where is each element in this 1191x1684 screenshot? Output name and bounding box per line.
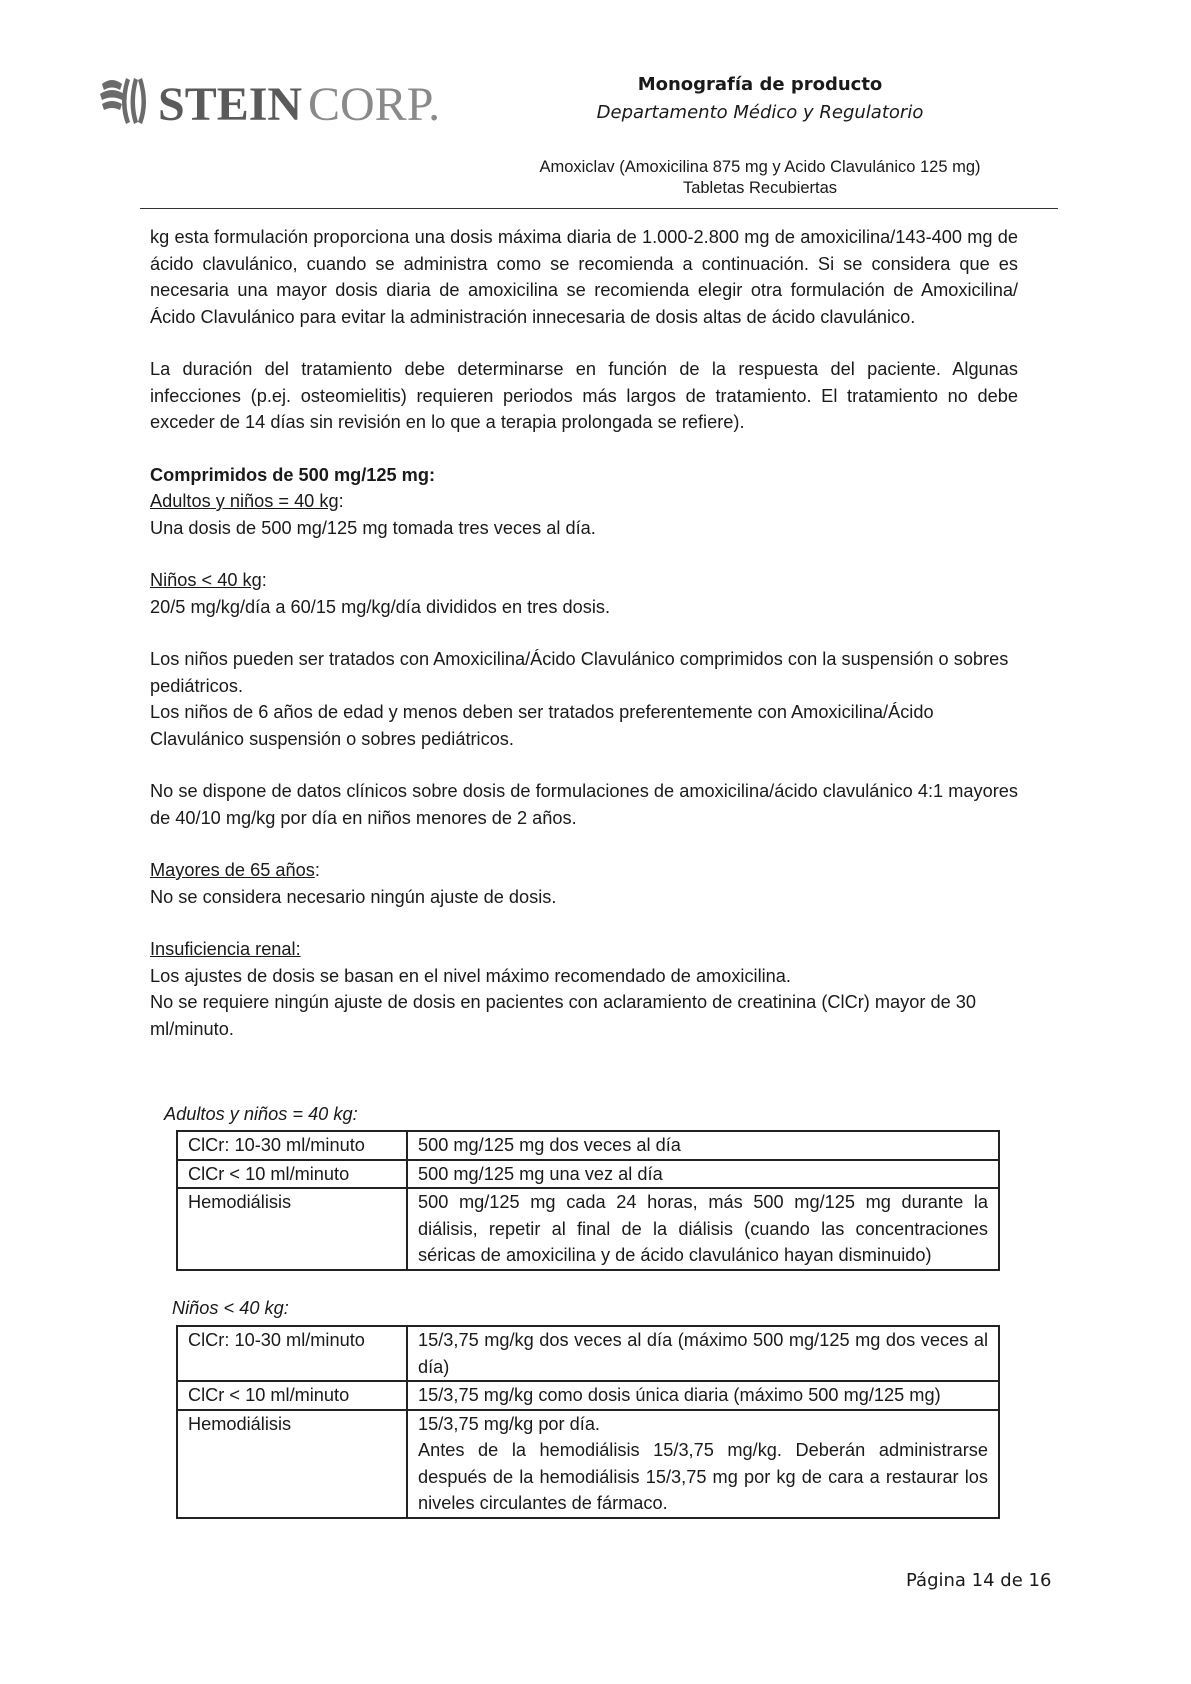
paragraph-max-dose: kg esta formulación proporciona una dosis máxima diaria de 1.000-2.800 mg de amoxicilina/143-400 mg de ácido clavulánico, cuando se administra como se recomienda a continuación. Si se considera que es necesaria una mayor dosis diaria de amoxicilina se recomienda elegir otra formulación de Amoxicilina/Ácido Clavulánico para evitar la administración innecesaria de dosis altas de ácido clavulánico. [150,227,1018,327]
table-cell: 500 mg/125 mg cada 24 horas, más 500 mg/125 mg durante la diálisis, repetir al final de la diálisis (cuando las concentraciones séricas de amoxicilina y de ácido clavulánico hayan disminuido) [407,1188,999,1270]
table-adults [176,1130,1000,1271]
header-divider [140,208,1058,209]
department-subtitle: Departamento Médico y Regulatorio [596,102,924,123]
hemodialysis-dose-line: 15/3,75 mg/kg por día. [418,1413,600,1434]
table-adults-caption: Adultos y niños = 40 kg: [164,1104,358,1124]
table-cell: Hemodiálisis [177,1410,407,1518]
table-cell: 15/3,75 mg/kg como dosis única diaria (máximo 500 mg/125 mg) [407,1381,999,1410]
body-content [150,224,1018,1042]
adults-dose-text: Una dosis de 500 mg/125 mg tomada tres veces al día. [150,517,596,538]
renal-no-adjust-text: No se requiere ningún ajuste de dosis en pacientes con aclaramiento de creatinina (ClCr) mayor de 30 ml/minuto. [150,992,976,1039]
table-row [177,1326,999,1381]
elderly-text: No se considera necesario ningún ajuste de dosis. [150,886,557,907]
table-cell: 500 mg/125 mg dos veces al día [407,1131,999,1160]
adults-subheading: Adultos y niños = 40 kg: [150,491,344,511]
logo-text-corp: CORP. [308,78,441,131]
table-cell [407,1410,999,1518]
paragraph-under-six: Los niños de 6 años de edad y menos deben ser tratados preferentemente con Amoxicilina/Ácido Clavulánico suspensión o sobres pediátricos. [150,702,934,749]
table-row [177,1410,999,1518]
table-children-caption: Niños < 40 kg: [172,1298,289,1318]
elderly-subheading: Mayores de 65 años: [150,860,320,880]
table-cell: 500 mg/125 mg una vez al día [407,1160,999,1189]
product-form: Tabletas Recubiertas [682,179,838,197]
table-row [177,1188,999,1270]
paragraph-no-data: No se dispone de datos clínicos sobre dosis de formulaciones de amoxicilina/ácido clavulánico 4:1 mayores de 40/10 mg/kg por día en niños menores de 2 años. [150,781,1018,828]
table-row [177,1381,999,1410]
page-number: Página 14 de 16 [906,1570,1052,1591]
paragraph-pediatric-forms: Los niños pueden ser tratados con Amoxicilina/Ácido Clavulánico comprimidos con la suspensión o sobres pediátricos. [150,649,1009,696]
document-title: Monografía de producto [637,74,883,95]
table-cell: ClCr < 10 ml/minuto [177,1160,407,1189]
renal-subheading: Insuficiencia renal: [150,939,301,959]
table-cell: ClCr: 10-30 ml/minuto [177,1326,407,1381]
table-row [177,1131,999,1160]
children-subheading: Niños < 40 kg: [150,570,267,590]
table-cell: Hemodiálisis [177,1188,407,1270]
children-dose-text: 20/5 mg/kg/día a 60/15 mg/kg/día divididos en tres dosis. [150,596,611,617]
table-cell: ClCr: 10-30 ml/minuto [177,1131,407,1160]
table-cell: 15/3,75 mg/kg dos veces al día (máximo 500 mg/125 mg dos veces al día) [407,1326,999,1381]
table-cell: ClCr < 10 ml/minuto [177,1381,407,1410]
table-row [177,1160,999,1189]
paragraph-duration: La duración del tratamiento debe determinarse en función de la respuesta del paciente. Algunas infecciones (p.ej. osteomielitis) requieren periodos más largos de tratamiento. El tratamiento no debe exceder de 14 días sin revisión en lo que a terapia prolongada se refiere). [150,359,1018,432]
product-name: Amoxiclav (Amoxicilina 875 mg y Acido Clavulánico 125 mg) [539,158,981,176]
renal-basis-text: Los ajustes de dosis se basan en el nivel máximo recomendado de amoxicilina. [150,965,791,986]
hemodialysis-dose-detail: Antes de la hemodiálisis 15/3,75 mg/kg. Deberán administrarse después de la hemodiálisis 15/3,75 mg por kg de cara a restaurar los niveles circulantes de fármaco. [418,1440,988,1513]
section-heading: Comprimidos de 500 mg/125 mg: [150,464,436,485]
table-children [176,1325,1000,1519]
logo-text-stein: STEIN [158,78,303,131]
steincorp-logo [96,70,441,132]
